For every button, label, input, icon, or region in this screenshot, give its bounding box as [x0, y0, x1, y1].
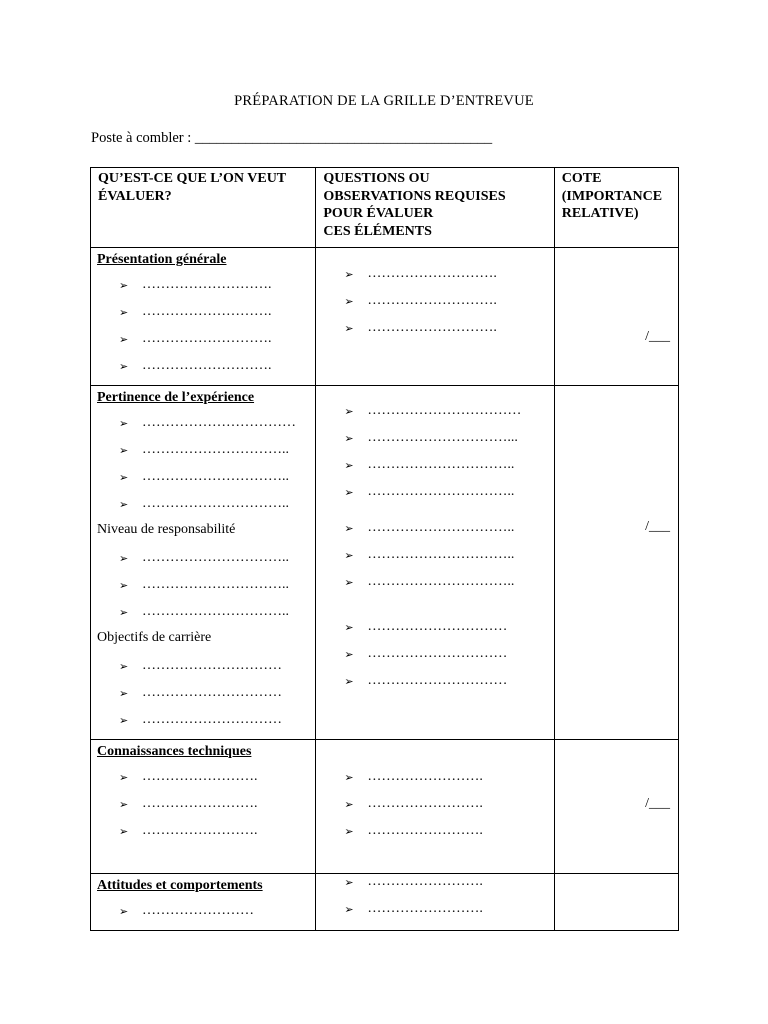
list-item: [316, 673, 553, 700]
header-line: COTE: [561, 171, 602, 186]
fill-in-dots[interactable]: …………………….: [367, 901, 483, 916]
cote-cell: [554, 386, 678, 740]
arrowhead-bullet-icon: ➢: [119, 687, 129, 700]
list-item: [91, 658, 315, 685]
section-title: Présentation générale: [97, 252, 227, 267]
fill-in-dots[interactable]: …………………………..: [142, 442, 289, 457]
poste-a-combler-line: [91, 130, 492, 147]
list-item: [316, 619, 553, 646]
fill-in-dots[interactable]: …………………….: [142, 769, 258, 784]
fill-in-dots[interactable]: …………………………...: [367, 430, 518, 445]
fill-in-dots[interactable]: ……………………….: [142, 304, 272, 319]
fill-in-dots[interactable]: …………………….: [367, 823, 483, 838]
list-item: [316, 293, 553, 320]
list-item: [91, 903, 315, 930]
cote-score-field[interactable]: /___: [645, 519, 670, 534]
fill-in-dots[interactable]: …………………………..: [367, 484, 515, 499]
arrowhead-bullet-icon: ➢: [344, 576, 354, 589]
subsection-label: Objectifs de carrière: [97, 630, 212, 645]
fill-in-dots[interactable]: …………………………..: [367, 520, 515, 535]
list-item: [91, 442, 315, 469]
list-item: [316, 646, 553, 673]
header-cote: [554, 168, 678, 248]
fill-in-dots[interactable]: …………………………: [142, 685, 282, 700]
arrowhead-bullet-icon: ➢: [119, 279, 129, 292]
fill-in-dots[interactable]: …………………………..: [142, 577, 289, 592]
arrowhead-bullet-icon: ➢: [119, 306, 129, 319]
arrowhead-bullet-icon: ➢: [344, 771, 354, 784]
arrowhead-bullet-icon: ➢: [119, 905, 129, 918]
fill-in-dots[interactable]: …………………………: [367, 673, 508, 688]
questions-cell: [316, 386, 554, 740]
fill-in-dots[interactable]: …………………………..: [142, 604, 289, 619]
cote-cell[interactable]: [554, 874, 678, 931]
list-item: [316, 901, 553, 928]
cote-score-field[interactable]: /___: [645, 329, 670, 344]
fill-in-dots[interactable]: …………………………..: [142, 469, 289, 484]
list-item: [91, 577, 315, 604]
fill-in-dots[interactable]: …………………….: [367, 874, 483, 889]
criteria-cell: [91, 248, 316, 386]
fill-in-dots[interactable]: …………………………..: [142, 550, 289, 565]
page-title: PRÉPARATION DE LA GRILLE D’ENTREVUE: [234, 93, 534, 109]
arrowhead-bullet-icon: ➢: [119, 579, 129, 592]
list-item: [316, 484, 553, 511]
cote-cell: [554, 740, 678, 874]
arrowhead-bullet-icon: ➢: [344, 268, 354, 281]
fill-in-dots[interactable]: …………………….: [142, 823, 258, 838]
arrowhead-bullet-icon: ➢: [344, 432, 354, 445]
fill-in-dots[interactable]: ……………………: [142, 903, 254, 918]
list-item: [316, 547, 553, 574]
list-item: [91, 469, 315, 496]
arrowhead-bullet-icon: ➢: [119, 552, 129, 565]
fill-in-dots[interactable]: …………………….: [367, 769, 483, 784]
list-item: [316, 823, 553, 850]
fill-in-dots[interactable]: …………………….: [142, 796, 258, 811]
subsection-label: Niveau de responsabilité: [97, 522, 236, 537]
arrowhead-bullet-icon: ➢: [344, 522, 354, 535]
fill-in-dots[interactable]: …………………………..: [367, 547, 515, 562]
arrowhead-bullet-icon: ➢: [344, 486, 354, 499]
interview-grid-table: [90, 167, 679, 931]
arrowhead-bullet-icon: ➢: [344, 825, 354, 838]
criteria-cell: [91, 386, 316, 740]
header-line: ÉVALUER?: [98, 188, 172, 204]
fill-in-dots[interactable]: ……………………….: [367, 320, 497, 335]
list-item: [316, 574, 553, 601]
section-title: Attitudes et comportements: [97, 878, 263, 893]
fill-in-dots[interactable]: ……………………….: [142, 358, 272, 373]
section-title: Connaissances techniques: [97, 744, 252, 759]
arrowhead-bullet-icon: ➢: [344, 405, 354, 418]
header-criteria: [91, 168, 316, 248]
fill-in-dots[interactable]: …………………………: [367, 619, 508, 634]
arrowhead-bullet-icon: ➢: [344, 798, 354, 811]
fill-in-dots[interactable]: …………………………: [142, 658, 282, 673]
arrowhead-bullet-icon: ➢: [119, 771, 129, 784]
list-item: [316, 320, 553, 347]
arrowhead-bullet-icon: ➢: [119, 498, 129, 511]
header-line: (IMPORTANCE: [561, 188, 663, 204]
list-item: [91, 685, 315, 712]
list-item: [316, 874, 553, 901]
arrowhead-bullet-icon: ➢: [119, 360, 129, 373]
list-item: [316, 457, 553, 484]
questions-cell: [316, 874, 554, 931]
list-item: [316, 430, 553, 457]
poste-field[interactable]: _________________________________________: [194, 130, 493, 146]
fill-in-dots[interactable]: …………………………: [367, 646, 508, 661]
cote-score-field[interactable]: /___: [645, 796, 670, 811]
fill-in-dots[interactable]: …………………………: [142, 712, 282, 727]
arrowhead-bullet-icon: ➢: [344, 648, 354, 661]
fill-in-dots[interactable]: ……………………………: [367, 403, 522, 418]
list-item: [91, 823, 315, 850]
arrowhead-bullet-icon: ➢: [119, 798, 129, 811]
list-item: [91, 277, 315, 304]
header-line: RELATIVE): [561, 206, 639, 221]
arrowhead-bullet-icon: ➢: [344, 322, 354, 335]
criteria-cell: [91, 740, 316, 874]
header-questions: [316, 168, 554, 248]
list-item: [91, 331, 315, 358]
header-line: QUESTIONS OU: [323, 171, 430, 186]
section-row-attitudes: [91, 874, 679, 931]
section-title: Pertinence de l’expérience: [97, 390, 255, 405]
poste-label: Poste à combler :: [91, 130, 195, 146]
header-line: OBSERVATIONS REQUISES: [323, 188, 506, 204]
header-line: CES ÉLÉMENTS: [323, 223, 432, 239]
arrowhead-bullet-icon: ➢: [344, 459, 354, 472]
arrowhead-bullet-icon: ➢: [119, 606, 129, 619]
list-item: [316, 403, 553, 430]
fill-in-dots[interactable]: ……………………………: [142, 415, 296, 430]
section-row-experience: [91, 386, 679, 740]
list-item: [91, 796, 315, 823]
fill-in-dots[interactable]: ……………………….: [367, 293, 497, 308]
fill-in-dots[interactable]: ……………………….: [142, 331, 272, 346]
fill-in-dots[interactable]: …………………….: [367, 796, 483, 811]
arrowhead-bullet-icon: ➢: [344, 903, 354, 916]
list-item: [91, 304, 315, 331]
list-item: [91, 415, 315, 442]
questions-cell: [316, 740, 554, 874]
list-item: [91, 604, 315, 631]
list-item: [316, 520, 553, 547]
list-item: [91, 496, 315, 523]
fill-in-dots[interactable]: …………………………..: [367, 574, 515, 589]
list-item: [316, 796, 553, 823]
arrowhead-bullet-icon: ➢: [344, 876, 354, 889]
arrowhead-bullet-icon: ➢: [119, 471, 129, 484]
arrowhead-bullet-icon: ➢: [119, 417, 129, 430]
fill-in-dots[interactable]: …………………………..: [367, 457, 515, 472]
header-line: QU’EST-CE QUE L’ON VEUT: [98, 171, 287, 186]
list-item: [316, 769, 553, 796]
list-item: [91, 712, 315, 739]
cote-cell: [554, 248, 678, 386]
arrowhead-bullet-icon: ➢: [344, 549, 354, 562]
arrowhead-bullet-icon: ➢: [344, 675, 354, 688]
questions-cell: [316, 248, 554, 386]
arrowhead-bullet-icon: ➢: [344, 295, 354, 308]
fill-in-dots[interactable]: ……………………….: [142, 277, 272, 292]
section-row-technical: [91, 740, 679, 874]
arrowhead-bullet-icon: ➢: [119, 444, 129, 457]
list-item: [316, 266, 553, 293]
header-line: POUR ÉVALUER: [323, 206, 434, 221]
list-item: [91, 358, 315, 385]
arrowhead-bullet-icon: ➢: [119, 825, 129, 838]
arrowhead-bullet-icon: ➢: [119, 714, 129, 727]
arrowhead-bullet-icon: ➢: [344, 621, 354, 634]
header-row: [91, 168, 679, 248]
list-item: [91, 550, 315, 577]
list-item: [91, 769, 315, 796]
arrowhead-bullet-icon: ➢: [119, 660, 129, 673]
section-row-presentation: [91, 248, 679, 386]
arrowhead-bullet-icon: ➢: [119, 333, 129, 346]
fill-in-dots[interactable]: …………………………..: [142, 496, 289, 511]
criteria-cell: [91, 874, 316, 931]
fill-in-dots[interactable]: ……………………….: [367, 266, 497, 281]
